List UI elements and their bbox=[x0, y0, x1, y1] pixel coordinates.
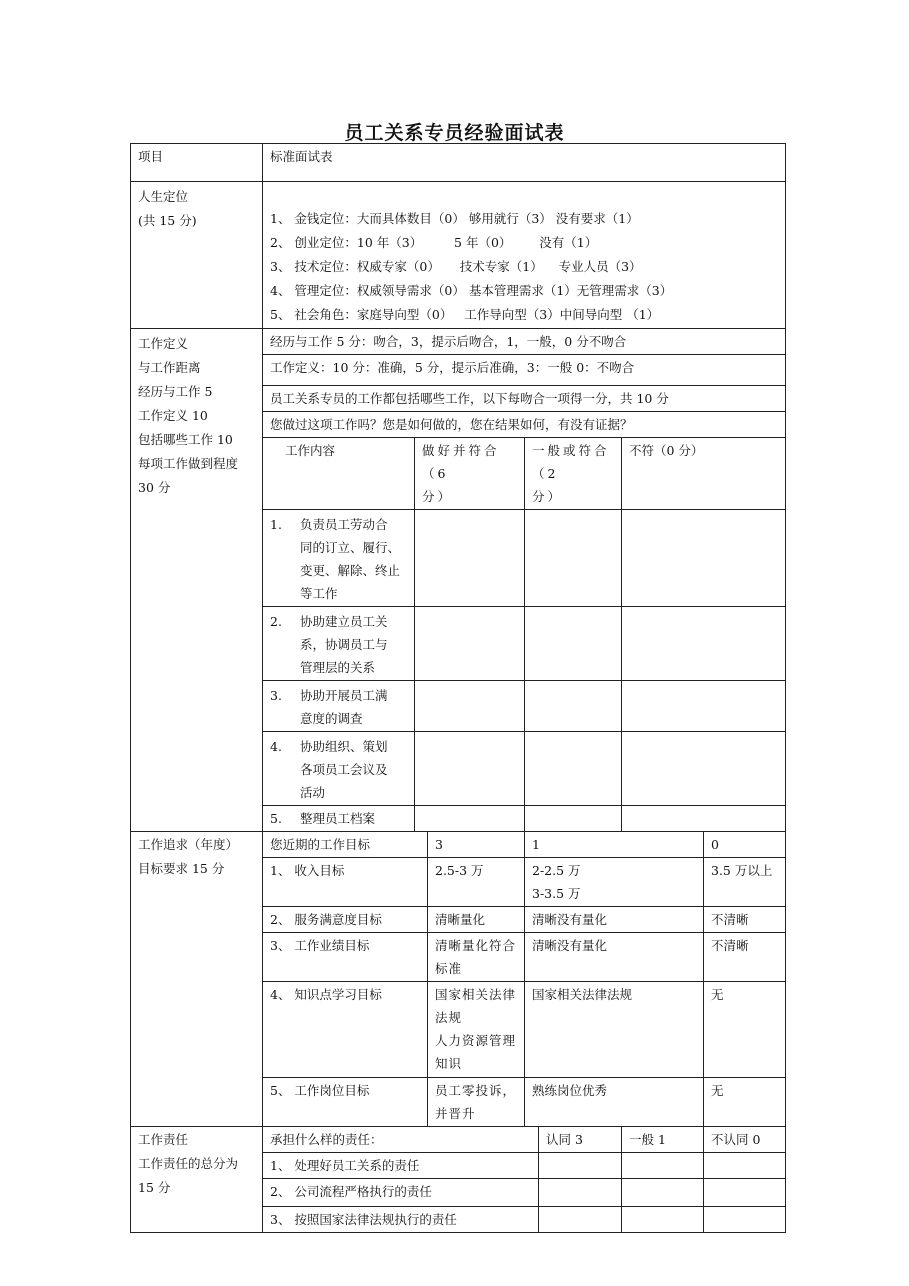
task-text: 协助建立员工关 系，协调员工与 管理层的关系 bbox=[300, 614, 388, 675]
resp-label: 工作责任 工作责任的总分为 15 分 bbox=[131, 1127, 263, 1233]
life-item: 3、 技术定位：权威专家（0） 技术专家（1） 专业人员（3） bbox=[270, 259, 642, 274]
work-label: 工作定义 与工作距离 经历与工作 5 工作定义 10 包括哪些工作 10 每项工作做到程度 30 分 bbox=[131, 329, 263, 832]
goals-label: 工作追求（年度） 目标要求 15 分 bbox=[131, 832, 263, 1127]
resp-score-cell bbox=[622, 1153, 704, 1179]
interview-table bbox=[130, 143, 786, 1233]
life-item: 2、 创业定位：10 年（3） 5 年（0） 没有（1） bbox=[270, 235, 598, 250]
goal-c: 不清晰 bbox=[704, 907, 786, 933]
task-cell bbox=[263, 806, 415, 832]
score-average-cell bbox=[525, 681, 622, 732]
task-header-content: 工作内容 bbox=[263, 438, 415, 510]
task-header-fail: 不符（0 分） bbox=[622, 438, 786, 510]
resp-score-cell bbox=[622, 1207, 704, 1233]
score-good-cell bbox=[415, 732, 525, 806]
goal-item: 3、 工作业绩目标 bbox=[263, 933, 428, 982]
header-item: 项目 bbox=[131, 144, 263, 182]
resp-score-cell bbox=[622, 1179, 704, 1207]
goal-b: 清晰没有量化 bbox=[525, 933, 704, 982]
work-row: 您做过这项工作吗？您是如何做的，您在结果如何，有没有证据？ bbox=[263, 412, 786, 438]
goal-b: 清晰没有量化 bbox=[525, 907, 704, 933]
resp-score-cell bbox=[704, 1207, 786, 1233]
resp-score-cell bbox=[539, 1179, 622, 1207]
goal-a: 2.5-3 万 bbox=[428, 858, 525, 907]
goal-item: 4、 知识点学习目标 bbox=[263, 982, 428, 1078]
goal-item: 5、 工作岗位目标 bbox=[263, 1078, 428, 1127]
task-number: 3. bbox=[270, 688, 282, 703]
goal-c: 无 bbox=[704, 982, 786, 1078]
task-header-good: 做好并符合（6 分） bbox=[415, 438, 525, 510]
score-average-cell bbox=[525, 607, 622, 681]
page-title: 员工关系专员经验面试表 bbox=[344, 122, 565, 144]
life-items bbox=[263, 182, 786, 329]
header-standard: 标准面试表 bbox=[263, 144, 786, 182]
task-text: 协助组织、策划 各项员工会议及 活动 bbox=[300, 739, 388, 800]
goal-a: 清晰量化符合 标准 bbox=[428, 933, 525, 982]
task-cell bbox=[263, 732, 415, 806]
resp-header: 一般 1 bbox=[622, 1127, 704, 1153]
life-item: 4、 管理定位：权威领导需求（0） 基本管理需求（1）无管理需求（3） bbox=[270, 283, 673, 298]
goals-header: 0 bbox=[704, 832, 786, 858]
goals-header: 3 bbox=[428, 832, 525, 858]
task-text: 负责员工劳动合 同的订立、履行、 变更、解除、终止 等工作 bbox=[300, 517, 401, 601]
resp-score-cell bbox=[539, 1207, 622, 1233]
goal-a: 员工零投诉， 并晋升 bbox=[428, 1078, 525, 1127]
resp-header: 不认同 0 bbox=[704, 1127, 786, 1153]
resp-item: 1、 处理好员工关系的责任 bbox=[263, 1153, 539, 1179]
score-fail-cell bbox=[622, 681, 786, 732]
goal-a: 清晰量化 bbox=[428, 907, 525, 933]
task-header-average: 一般或符合（2 分） bbox=[525, 438, 622, 510]
resp-header: 承担什么样的责任： bbox=[263, 1127, 539, 1153]
goal-b: 2-2.5 万 3-3.5 万 bbox=[525, 858, 704, 907]
task-number: 5. bbox=[270, 811, 282, 826]
score-fail-cell bbox=[622, 607, 786, 681]
goal-c: 不清晰 bbox=[704, 933, 786, 982]
score-good-cell bbox=[415, 681, 525, 732]
goals-header: 您近期的工作目标 bbox=[263, 832, 428, 858]
goal-item: 1、 收入目标 bbox=[263, 858, 428, 907]
score-average-cell bbox=[525, 732, 622, 806]
task-cell bbox=[263, 607, 415, 681]
score-average-cell bbox=[525, 510, 622, 607]
score-fail-cell bbox=[622, 732, 786, 806]
goal-a: 国家相关法律 法规 人力资源管理 知识 bbox=[428, 982, 525, 1078]
work-row: 经历与工作 5 分：吻合，3，提示后吻合，1，一般，0 分不吻合 bbox=[263, 329, 786, 355]
task-cell bbox=[263, 681, 415, 732]
life-item: 1、 金钱定位：大而具体数目（0） 够用就行（3） 没有要求（1） bbox=[270, 211, 639, 226]
life-label: 人生定位 (共 15 分) bbox=[131, 182, 263, 329]
task-cell bbox=[263, 510, 415, 607]
resp-score-cell bbox=[539, 1153, 622, 1179]
score-good-cell bbox=[415, 806, 525, 832]
resp-item: 2、 公司流程严格执行的责任 bbox=[263, 1179, 539, 1207]
goal-b: 熟练岗位优秀 bbox=[525, 1078, 704, 1127]
resp-item: 3、 按照国家法律法规执行的责任 bbox=[263, 1207, 539, 1233]
score-good-cell bbox=[415, 510, 525, 607]
task-text: 协助开展员工满 意度的调查 bbox=[300, 688, 388, 726]
task-text: 整理员工档案 bbox=[300, 811, 376, 826]
resp-score-cell bbox=[704, 1153, 786, 1179]
score-fail-cell bbox=[622, 510, 786, 607]
task-number: 4. bbox=[270, 739, 282, 754]
task-number: 2. bbox=[270, 614, 282, 629]
goal-c: 3.5 万以上 bbox=[704, 858, 786, 907]
work-row: 工作定义：10 分：准确，5 分，提示后准确，3：一般 0：不吻合 bbox=[263, 355, 786, 386]
task-number: 1. bbox=[270, 517, 282, 532]
resp-score-cell bbox=[704, 1179, 786, 1207]
goals-header: 1 bbox=[525, 832, 704, 858]
score-good-cell bbox=[415, 607, 525, 681]
work-row: 员工关系专员的工作都包括哪些工作，以下每吻合一项得一分，共 10 分 bbox=[263, 386, 786, 412]
goal-c: 无 bbox=[704, 1078, 786, 1127]
score-average-cell bbox=[525, 806, 622, 832]
life-item: 5、 社会角色：家庭导向型（0） 工作导向型（3）中间导向型 （1） bbox=[270, 307, 660, 322]
goal-b: 国家相关法律法规 bbox=[525, 982, 704, 1078]
resp-header: 认同 3 bbox=[539, 1127, 622, 1153]
goal-item: 2、 服务满意度目标 bbox=[263, 907, 428, 933]
score-fail-cell bbox=[622, 806, 786, 832]
